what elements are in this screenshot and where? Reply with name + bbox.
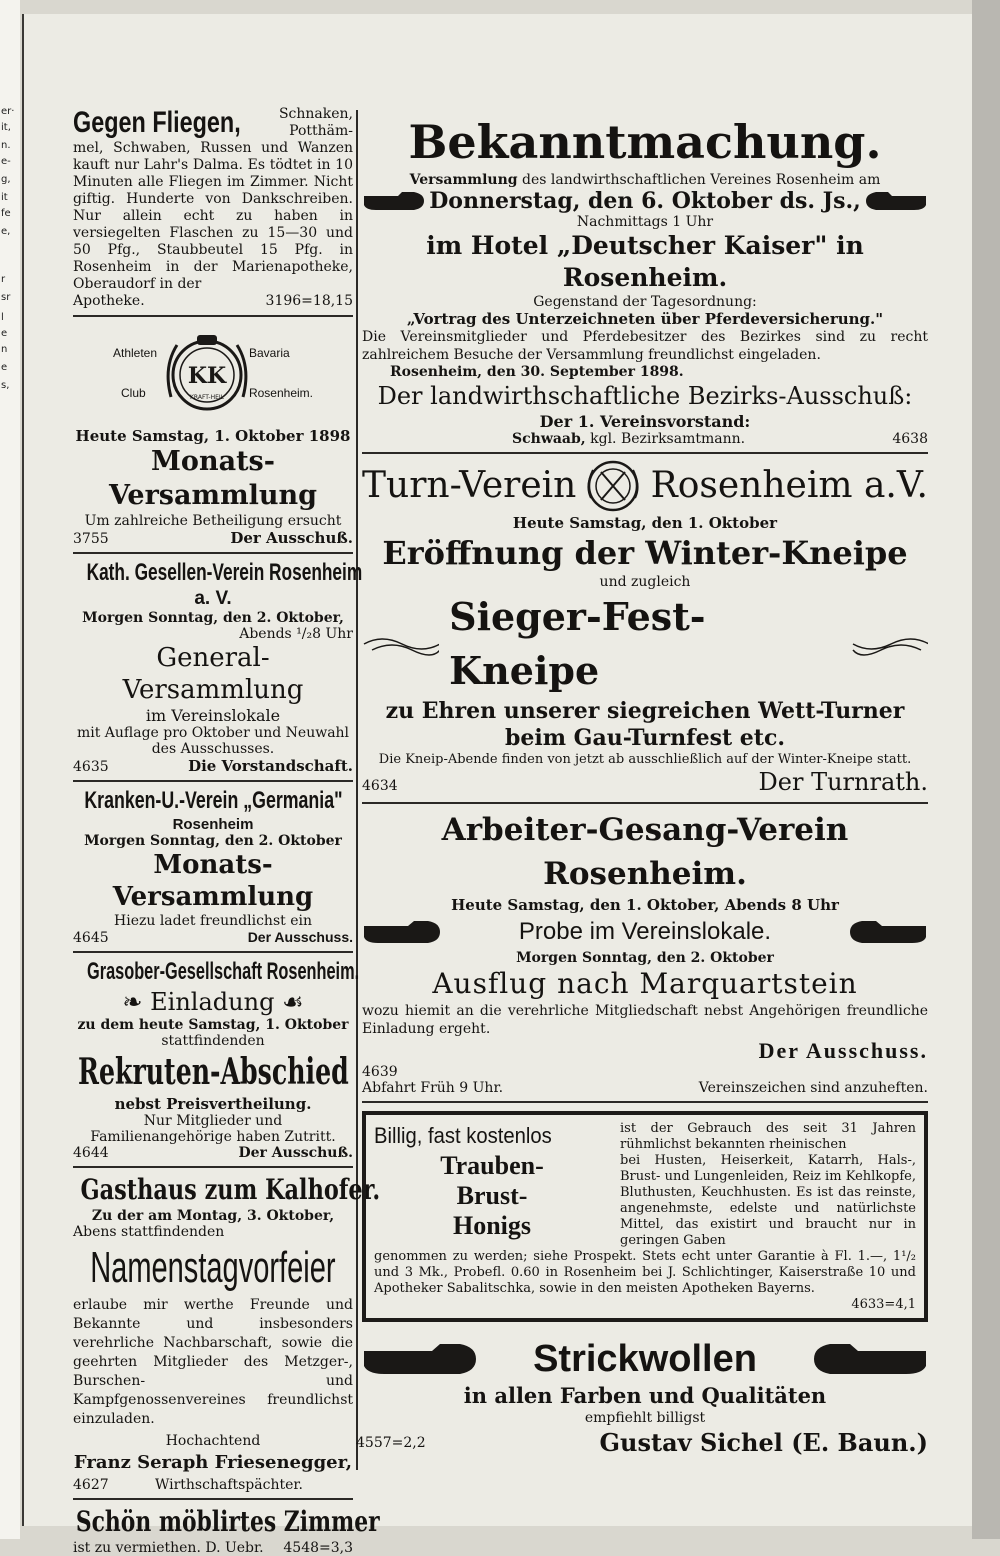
gasthaus-name: Franz Seraph Friesenegger, <box>73 1452 353 1473</box>
turn-headline: Eröffnung der Winter-Kneipe <box>382 534 908 572</box>
bekannt-date: Donnerstag, den 6. Oktober ds. Js., <box>429 188 861 214</box>
pointing-hand-left-icon <box>848 919 928 945</box>
grasober-line2: stattfindenden <box>161 1033 265 1049</box>
arbeiter-sign: Der Ausschuss. <box>758 1038 928 1063</box>
margin-fragment: r <box>1 274 6 285</box>
club-word-bavaria: Bavaria <box>248 346 290 360</box>
trauben-code: 4633=4,1 <box>851 1297 916 1312</box>
pointing-hand-left-icon <box>812 1342 928 1376</box>
kath-code: 4635 <box>73 759 109 775</box>
right-column <box>356 102 928 1460</box>
kranken-line1: Morgen Sonntag, den 2. Oktober <box>84 833 342 849</box>
kath-title: Kath. Gesellen-Verein Rosenheim <box>86 559 363 586</box>
grasober-title2: Einladung <box>150 988 275 1016</box>
ad-strickwollen <box>356 1330 928 1460</box>
bekannt-name-a: Schwaab, <box>512 431 586 447</box>
page-right-edge <box>972 0 1000 1539</box>
flourish-left-icon <box>362 632 439 656</box>
svg-text:KK: KK <box>187 363 227 389</box>
pointing-hand-left-icon <box>864 190 928 212</box>
gasthaus-title: Gasthaus zum Kalhofer. <box>80 1173 381 1206</box>
club-word-rosenheim: Rosenheim. <box>248 386 313 400</box>
trauben-head: Billig, fast kostenlos <box>374 1123 552 1148</box>
turn-sign: Der Turnrath. <box>758 768 928 796</box>
bekannt-line1b: des landwirthschaftlichen Vereines Rosenheim am <box>522 172 881 188</box>
bekannt-code: 4638 <box>892 431 928 447</box>
grasober-sign: Der Ausschuß. <box>238 1145 353 1161</box>
column-divider <box>356 110 358 1470</box>
arbeiter-text: wozu hiemit an die verehrliche Mitgliedschaft nebst Angehörigen freundliche Einladung ergeht. <box>362 1003 928 1037</box>
gasthaus-line2: Abens stattfindenden <box>73 1224 225 1240</box>
grasober-line1: zu dem heute Samstag, 1. Oktober <box>77 1017 349 1033</box>
trauben-text2: genommen zu werden; siehe Prospekt. Stets echt unter Garantie à Fl. 1.—, 1¹/₂ und 3 Mk., Probefl. 0.60 in Rosenheim bei J. Schlichtinger, Kaiserstraße 10 und Apotheker Sabalitschka, sowie in den meisten Apotheken Bayerns. <box>374 1249 916 1296</box>
turn-title2: Sieger-Fest-Kneipe <box>449 594 706 693</box>
trauben-text1: bei Husten, Heiserkeit, Katarrh, Hals-, Brust- und Lungenleiden, Reiz im Kehlkopfe, Bluthusten, Keuchhusten. Es ist das reinste, angenehmste, edelste und natürlichste Mittel, das existirt und braucht nur in geringen Gaben <box>620 1153 916 1248</box>
gasthaus-line1: Zu der am Montag, 3. Oktober, <box>91 1208 335 1224</box>
margin-fragment: e- <box>1 156 11 167</box>
turn-line2: beim Gau-Turnfest etc. <box>504 725 786 751</box>
gasthaus-text: erlaube mir werthe Freunde und Bekannte und insbesonders verehrliche Nachbarschaft, sowie die geehrten Mitglieder des Metzger-, Burschen- und Kampfgenossenvereines freundlichst einzuladen. <box>73 1297 353 1427</box>
margin-fragment: er· <box>1 106 15 117</box>
club-emblem-text: KRAFT-HEIL <box>190 394 225 401</box>
kranken-title: Kranken-U.-Verein „Germania" <box>83 787 343 814</box>
ornament-right-icon: ☙ <box>282 988 304 1016</box>
bekannt-line1a: Versammlung <box>409 172 518 188</box>
ornament-left-icon: ❧ <box>122 988 143 1016</box>
arbeiter-line1: Heute Samstag, den 1. Oktober, Abends 8 Uhr <box>451 896 839 914</box>
bekannt-text: Die Vereinsmitglieder und Pferdebesitzer des Bezirkes sind zu recht zahlreichem Besuche der Versammlung freundlichst eingeladen. <box>362 329 928 363</box>
gasthaus-title2: Namenstagvorfeier <box>90 1243 336 1292</box>
turn-line1: zu Ehren unserer siegreichen Wett-Turner <box>385 698 905 724</box>
turnverein-emblem-icon <box>581 458 645 514</box>
ad-grasober <box>73 953 360 1168</box>
kath-line3: im Vereinslokale <box>145 706 281 725</box>
margin-left-strip <box>0 0 20 1539</box>
grasober-code: 4644 <box>73 1145 109 1161</box>
strick-sign: Gustav Sichel (E. Baun.) <box>599 1428 928 1457</box>
margin-fragment: it <box>1 192 8 203</box>
ad-moeblirtes-zimmer <box>73 1500 380 1556</box>
ad-athleten-club <box>73 317 353 554</box>
kranken-title2: Monats-Versammlung <box>112 850 314 912</box>
club-sign: Der Ausschuß. <box>230 529 353 547</box>
ad-title: Gegen Fliegen, <box>73 106 241 139</box>
club-word-club: Club <box>121 386 146 400</box>
margin-fragment: s, <box>1 380 10 391</box>
ad-kath-gesellen <box>73 554 363 782</box>
kranken-line2: Hiezu ladet freundlichst ein <box>114 913 312 929</box>
grasober-title3: Rekruten-Abschied <box>77 1051 349 1093</box>
margin-fragment: l <box>1 312 4 323</box>
ad-last-line: Apotheke. <box>73 293 145 309</box>
kath-line2: Abends ¹/₂8 Uhr <box>239 626 353 642</box>
club-sub: Um zahlreiche Betheiligung ersucht <box>84 513 342 529</box>
ad-title-tail: Schnaken, Potthäm- <box>278 106 353 139</box>
kath-title2: General-Versammlung <box>122 643 304 705</box>
ad-trauben-brust-honig <box>362 1111 928 1322</box>
trauben-head-tail: ist der Gebrauch des seit 31 Jahren rühmlichst bekannten rheinischen <box>620 1121 916 1152</box>
margin-fragment: e, <box>1 226 11 237</box>
ad-gasthaus-kalhofer <box>73 1168 381 1500</box>
turn-title-a: Turn-Verein <box>362 465 577 506</box>
kranken-sign: Der Ausschuss. <box>247 929 353 945</box>
ad-text: mel, Schwaben, Russen und Wanzen kauft nur Lahr's Dalma. Es tödtet in 10 Minuten alle Fliegen im Zimmer. Nicht giftig. Hunderte von Dankschreiben. Nur allein echt zu haben in versiegelten Flaschen zu 15—30 und 50 Pfg., Staubbeutel 15 Pfg. in Rosenheim in der Marienapotheke, Oberaudorf in der <box>73 140 353 292</box>
arbeiter-depart: Abfahrt Früh 9 Uhr. <box>362 1080 504 1096</box>
grasober-line3: nebst Preisvertheilung. <box>114 1095 312 1113</box>
club-word-athleten: Athleten <box>113 346 158 360</box>
bekannt-venue: im Hotel „Deutscher Kaiser" in Rosenheim. <box>426 231 864 292</box>
grasober-line4: Nur Mitglieder und Familienangehörige haben Zutritt. <box>90 1113 336 1145</box>
arbeiter-title2: Ausflug nach Marquartstein <box>432 967 858 1000</box>
margin-fragment: it, <box>1 122 11 133</box>
bekannt-sign: Der landwirthschaftliche Bezirks-Ausschuß: <box>377 382 913 410</box>
margin-fragment: n. <box>1 140 11 151</box>
pointing-hand-right-icon <box>362 1342 478 1376</box>
bekannt-time: Nachmittags 1 Uhr <box>576 214 714 230</box>
ad-gegen-fliegen <box>73 102 353 317</box>
strick-code: 4557=2,2 <box>356 1435 426 1451</box>
ad-turn-verein <box>362 454 928 804</box>
arbeiter-probe: Probe im Vereinslokale. <box>518 918 772 945</box>
pointing-hand-right-icon <box>362 919 442 945</box>
zimmer-title: Schön möblirtes Zimmer <box>75 1505 380 1538</box>
kath-line4: mit Auflage pro Oktober und Neuwahl <box>76 725 350 741</box>
trauben-name1: Trauben- <box>440 1151 544 1180</box>
ad-kranken-verein <box>73 782 353 953</box>
turn-mid: und zugleich <box>599 574 691 590</box>
turn-code: 4634 <box>362 778 398 794</box>
bekannt-title: Bekanntmachung. <box>408 115 882 169</box>
margin-fragment: n <box>1 344 8 355</box>
kranken-place: Rosenheim <box>172 816 254 833</box>
turn-title-b: Rosenheim a.V. <box>650 465 928 506</box>
trauben-name3: Honigs <box>452 1211 532 1240</box>
gasthaus-role: Wirthschaftspächter. <box>154 1477 303 1493</box>
margin-fragment: e <box>1 328 8 339</box>
zimmer-line: ist zu vermiethen. D. Uebr. <box>73 1540 264 1556</box>
kath-suffix: a. V. <box>194 588 232 609</box>
club-code: 3755 <box>73 531 109 547</box>
flourish-right-icon <box>851 632 928 656</box>
turn-date: Heute Samstag, den 1. Oktober <box>512 514 778 532</box>
trauben-name2: Brust- <box>456 1181 528 1210</box>
turn-note: Die Kneip-Abende finden von jetzt ab ausschließlich auf der Winter-Kneipe statt. <box>378 752 912 767</box>
pointing-hand-right-icon <box>362 190 426 212</box>
club-title: Monats-Versammlung <box>108 446 318 511</box>
gasthaus-greet: Hochachtend <box>165 1433 261 1449</box>
bekannt-chair: Der 1. Vereinsvorstand: <box>539 412 751 431</box>
strick-title: Strickwollen <box>533 1338 757 1380</box>
bekannt-name-b: kgl. Bezirksamtmann. <box>590 431 746 447</box>
ad-bekanntmachung <box>362 102 928 454</box>
margin-fragment: sr <box>1 292 11 303</box>
margin-fragment: fe <box>1 208 11 219</box>
ad-code: 3196=18,15 <box>265 293 353 309</box>
margin-fragment: g, <box>1 174 11 185</box>
bekannt-place-date: Rosenheim, den 30. September 1898. <box>390 364 684 380</box>
kath-line5: des Ausschusses. <box>151 741 275 757</box>
kranken-code: 4645 <box>73 930 109 946</box>
arbeiter-code: 4639 <box>362 1064 398 1080</box>
grasober-title: Grasober-Gesellschaft Rosenheim. <box>87 958 360 985</box>
gasthaus-code: 4627 <box>73 1477 109 1493</box>
strick-line1: in allen Farben und Qualitäten <box>463 1383 827 1408</box>
club-date: Heute Samstag, 1. Oktober 1898 <box>75 427 351 445</box>
arbeiter-line2: Morgen Sonntag, den 2. Oktober <box>516 950 774 966</box>
kath-sign: Die Vorstandschaft. <box>188 757 353 775</box>
arbeiter-title: Arbeiter-Gesang-Verein Rosenheim. <box>441 812 849 892</box>
strick-line2: empfiehlt billigst <box>584 1410 706 1426</box>
margin-fragment: e <box>1 362 8 373</box>
kath-line1: Morgen Sonntag, den 2. Oktober, <box>82 610 344 626</box>
zimmer-code: 4548=3,3 <box>283 1540 353 1556</box>
ad-arbeiter-gesang <box>362 804 928 1103</box>
club-emblem-icon <box>157 327 249 419</box>
arbeiter-badge: Vereinszeichen sind anzuheften. <box>698 1080 928 1096</box>
bekannt-topic: „Vortrag des Unterzeichneten über Pferdeversicherung." <box>406 310 884 328</box>
bekannt-agenda: Gegenstand der Tagesordnung: <box>533 294 757 310</box>
